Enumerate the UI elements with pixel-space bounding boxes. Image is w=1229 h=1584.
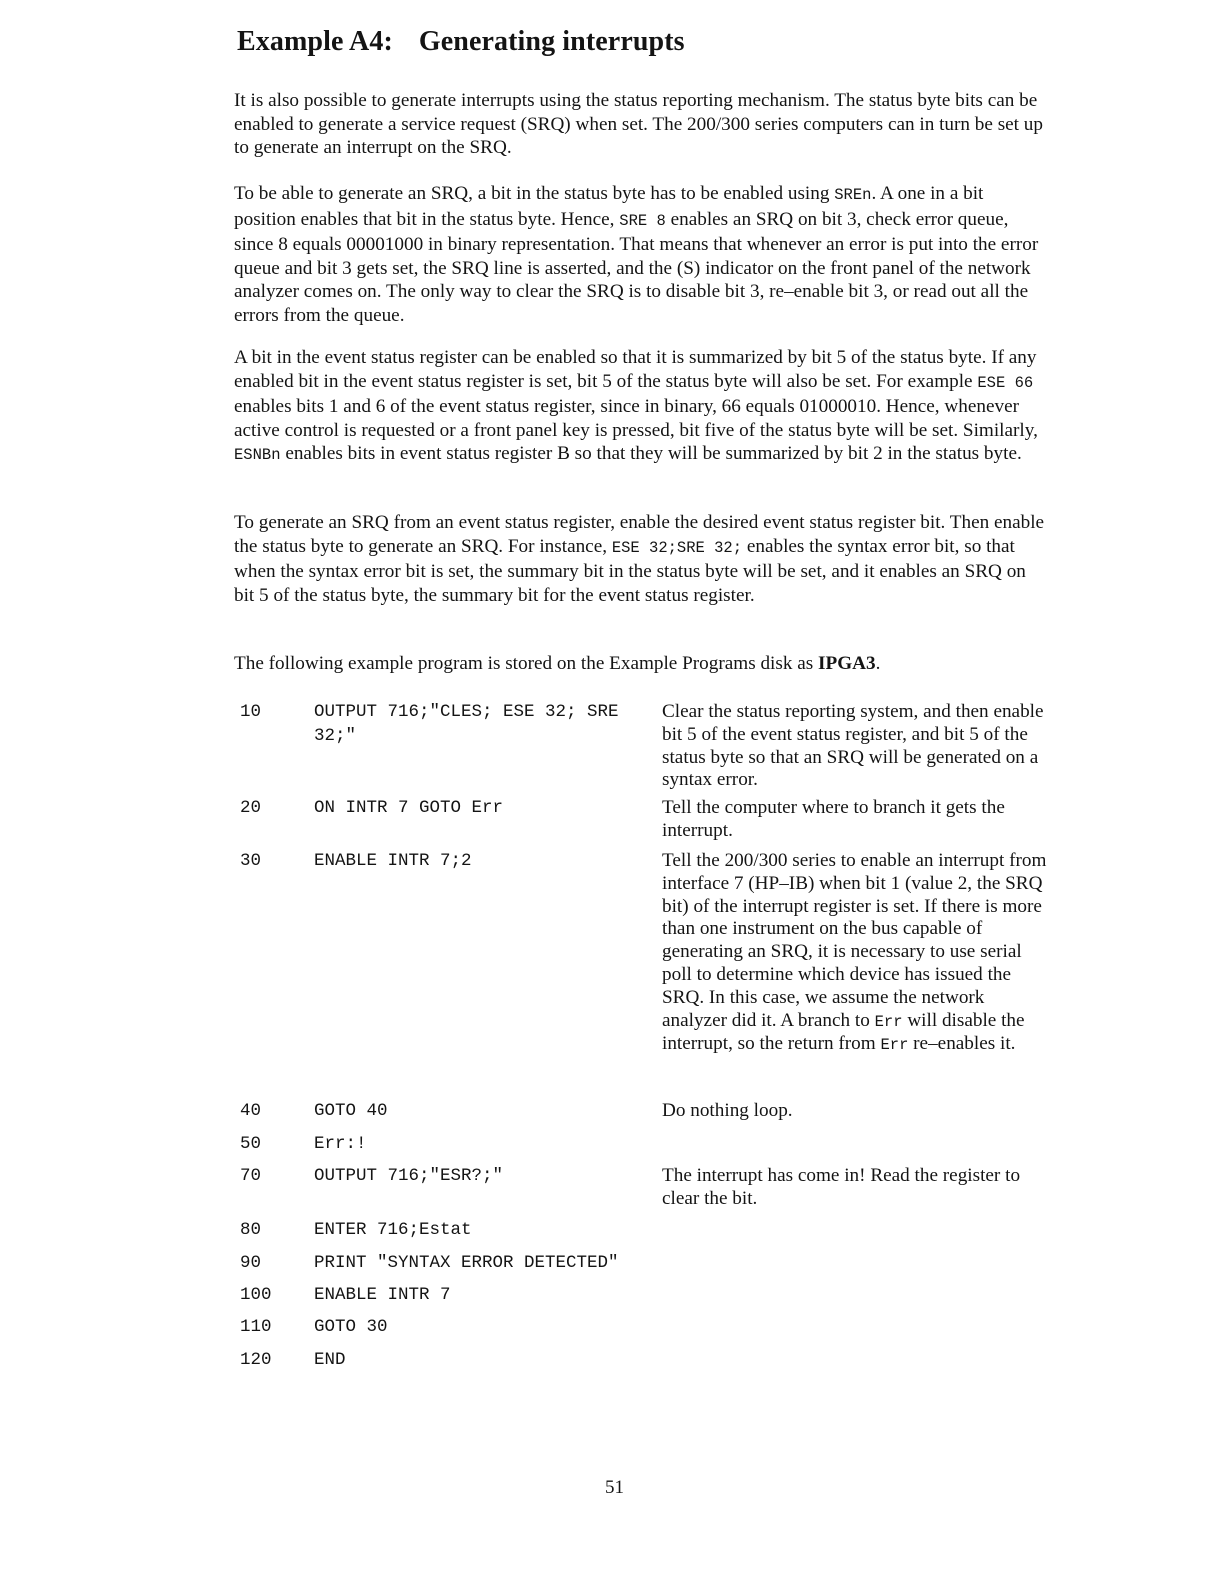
section-title [237,26,685,58]
line-number: 50 [240,1134,262,1154]
line-number: 30 [240,851,262,871]
code-statement: ENTER 716;Estat [314,1220,472,1240]
code-comment: Do nothing loop. [662,1100,793,1121]
code-statement: ON INTR 7 GOTO Err [314,798,504,818]
paragraph-srq-enable: To be able to generate an SRQ, a bit in the status byte has to be enabled using SREn. A one in a bit position enables that bit in the status byte. Hence, SRE 8 enables an SRQ on bit 3, check error queue, since 8 equals 00001000 in binary representation. That means that whenever an error is put into the error queue and bit 3 gets set, the SRQ line is asserted, and the (S) indicator on the front panel of the network analyzer comes on. The only way to clear the SRQ is to disable bit 3, re–enable bit 3, or read out all the errors from the queue. [234,183,1039,326]
title-heading: Generating interrupts [418,26,685,57]
code-statement: Err:! [314,1134,367,1154]
line-number: 10 [240,702,262,722]
code-statement: ENABLE INTR 7;2 [314,851,472,871]
disk-name: IPGA3 [818,653,876,674]
inline-code-err: Err [880,1036,909,1055]
line-number: 80 [240,1220,262,1240]
code-statement: OUTPUT 716;"CLES; ESE 32; SRE 32;" [314,702,630,746]
line-number: 20 [240,798,262,818]
line-number: 40 [240,1101,262,1121]
code-comment: Tell the computer where to branch it gets the interrupt. [662,797,1005,841]
code-comment: The interrupt has come in! Read the register to clear the bit. [662,1165,1021,1209]
code-comment: Tell the 200/300 series to enable an interrupt from interface 7 (HP–IB) when bit 1 (value 2, the SRQ bit) of the interrupt register is set. If there is more than one instrument on the bus capable of generating an SRQ, it is necessary to use serial poll to determine which device has issued the SRQ. In this case, we assume the network analyzer did it. A branch to Err will disable the interrupt, so the return from Err re–enables it. [662,850,1047,1055]
line-number: 70 [240,1166,262,1186]
line-number: 90 [240,1253,262,1273]
paragraph-intro: It is also possible to generate interrupts using the status reporting mechanism. The status byte bits can be enabled to generate a service request (SRQ) when set. The 200/300 series computers can in turn be set up to generate an interrupt on the SRQ. [234,90,1043,159]
paragraph-generate-srq: To generate an SRQ from an event status register, enable the desired event status register bit. Then enable the status byte to generate an SRQ. For instance, ESE 32;SRE 32; enables the syntax error bit, so that when the syntax error bit is set, the summary bit in the status byte will be set, and it enables an SRQ on bit 5 of the status byte, the summary bit for the event status register. [234,512,1045,606]
line-number: 110 [240,1317,272,1337]
inline-code-sre8: SRE 8 [619,211,666,230]
line-number: 100 [240,1285,272,1305]
example-label: Example A4: [237,26,393,57]
paragraph-event-status: A bit in the event status register can be enabled so that it is summarized by bit 5 of the status byte. If any enabled bit in the event status register is set, bit 5 of the status byte will also be set. For example ESE 66 enables bits 1 and 6 of the event status register, since in binary, 66 equals 01000010. Hence, whenever active control is requested or a front panel key is pressed, bit five of the status byte will be set. Similarly, ESNBn enables bits in event status register B so that they will be summarized by bit 2 in the status byte. [234,347,1038,465]
inline-code-esnbn: ESNBn [234,446,281,465]
inline-code-ese-sre: ESE 32;SRE 32; [611,538,743,557]
code-comment: Clear the status reporting system, and then enable bit 5 of the event status register, and bit 5 of the status byte so that an SRQ will be generated on a syntax error. [662,701,1044,791]
code-statement: GOTO 30 [314,1317,388,1337]
paragraph-example-intro: The following example program is stored on the Example Programs disk as IPGA3. [234,653,881,674]
code-statement: END [314,1350,346,1370]
inline-code-ese66: ESE 66 [977,373,1034,392]
code-statement: ENABLE INTR 7 [314,1285,451,1305]
line-number: 120 [240,1350,272,1370]
inline-code-err: Err [874,1012,903,1031]
code-statement: GOTO 40 [314,1101,388,1121]
page-number: 51 [605,1477,624,1498]
inline-code-sren: SREn [834,186,872,204]
code-statement: PRINT "SYNTAX ERROR DETECTED" [314,1253,619,1273]
code-statement: OUTPUT 716;"ESR?;" [314,1166,504,1186]
